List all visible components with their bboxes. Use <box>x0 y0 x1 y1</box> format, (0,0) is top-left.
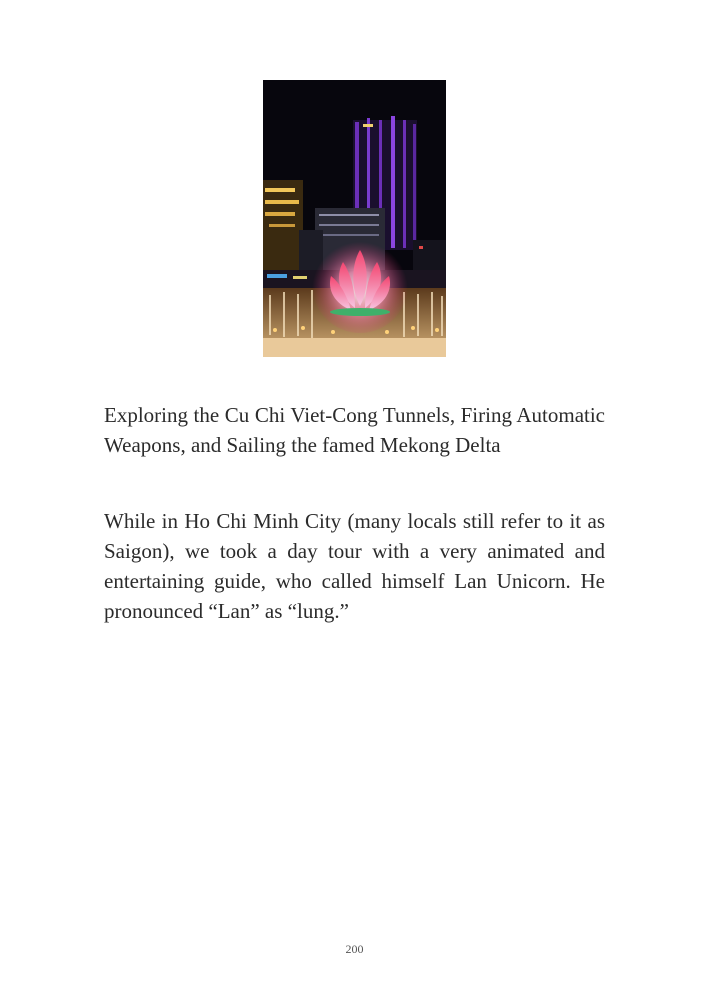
body-paragraph: While in Ho Chi Minh City (many locals still refer to it as Saigon), we took a day tour with a very animated and entertaining guide, who called himself Lan Unicorn. He pronounced “Lan” as “lung.” <box>104 509 605 623</box>
night-city-lotus-fountain-photo <box>263 80 446 357</box>
section-heading: Exploring the Cu Chi Viet-Cong Tunnels, Firing Automatic Weapons, and Sailing the famed Mekong Delta <box>104 403 605 457</box>
page-number: 200 <box>345 942 364 956</box>
